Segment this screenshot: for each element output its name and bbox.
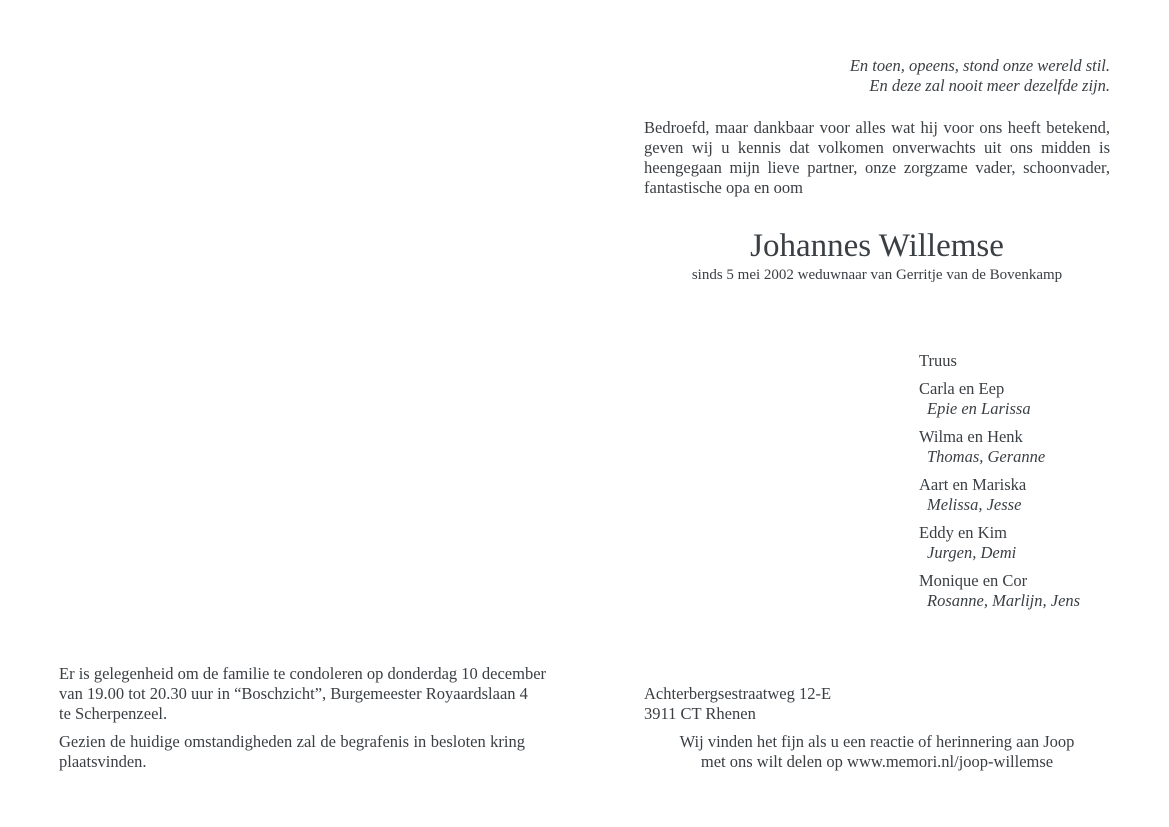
memori-line-2: met ons wilt delen op www.memori.nl/joop-willemse bbox=[700, 752, 1054, 771]
family-partner-group bbox=[919, 351, 1159, 371]
motto-line-2: En deze zal nooit meer dezelfde zijn. bbox=[869, 76, 1110, 95]
family-couple: Monique en Cor bbox=[919, 571, 1028, 590]
family-group bbox=[919, 523, 1159, 563]
family-group bbox=[919, 571, 1159, 611]
family-couple: Wilma en Henk bbox=[919, 427, 1023, 446]
funeral-line-2: plaatsvinden. bbox=[59, 752, 147, 771]
announcement-line-1: Bedroefd, maar dankbaar voor alles wat hij voor ons heeft betekend, bbox=[644, 118, 1110, 137]
family-group bbox=[919, 475, 1159, 515]
deceased-name: Johannes Willemse bbox=[750, 228, 1004, 264]
memori-note bbox=[644, 732, 1110, 772]
deceased-subtitle: sinds 5 mei 2002 weduwnaar van Gerritje van de Bovenkamp bbox=[691, 267, 1063, 283]
family-children: Jurgen, Demi bbox=[927, 543, 1017, 562]
address-city: 3911 CT Rhenen bbox=[644, 704, 756, 723]
condolence-line-1: Er is gelegenheid om de familie te condoleren op donderdag 10 december bbox=[59, 664, 547, 683]
motto-line-1: En toen, opeens, stond onze wereld stil. bbox=[849, 56, 1110, 75]
condolence-line-3: te Scherpenzeel. bbox=[59, 704, 168, 723]
announcement-text bbox=[644, 118, 1110, 198]
family-children: Epie en Larissa bbox=[927, 399, 1031, 418]
address-street: Achterbergsestraatweg 12-E bbox=[644, 684, 832, 703]
family-group bbox=[919, 427, 1159, 467]
condolence-line-2: van 19.00 tot 20.30 uur in “Boschzicht”, Burgemeester Royaardslaan 4 bbox=[59, 684, 528, 703]
family-list bbox=[919, 351, 1159, 619]
family-children: Rosanne, Marlijn, Jens bbox=[927, 591, 1081, 610]
family-couple: Carla en Eep bbox=[919, 379, 1005, 398]
announcement-line-2: geven wij u kennis dat volkomen onverwachts uit ons midden is bbox=[644, 138, 1110, 157]
family-children: Melissa, Jesse bbox=[927, 495, 1022, 514]
memori-line-1: Wij vinden het fijn als u een reactie of herinnering aan Joop bbox=[679, 732, 1075, 751]
family-children: Thomas, Geranne bbox=[927, 447, 1046, 466]
announcement-line-4: fantastische opa en oom bbox=[644, 178, 803, 197]
family-group bbox=[919, 379, 1159, 419]
correspondence-address bbox=[644, 684, 1110, 724]
family-couple: Aart en Mariska bbox=[919, 475, 1027, 494]
funeral-line-1: Gezien de huidige omstandigheden zal de begrafenis in besloten kring bbox=[59, 732, 525, 751]
condolence-info bbox=[59, 664, 547, 780]
motto bbox=[644, 56, 1110, 96]
funeral-paragraph bbox=[59, 732, 525, 772]
family-partner: Truus bbox=[919, 351, 957, 370]
announcement-line-3: heengegaan mijn lieve partner, onze zorgzame vader, schoonvader, bbox=[644, 158, 1110, 177]
condolence-paragraph bbox=[59, 664, 547, 724]
family-couple: Eddy en Kim bbox=[919, 523, 1007, 542]
